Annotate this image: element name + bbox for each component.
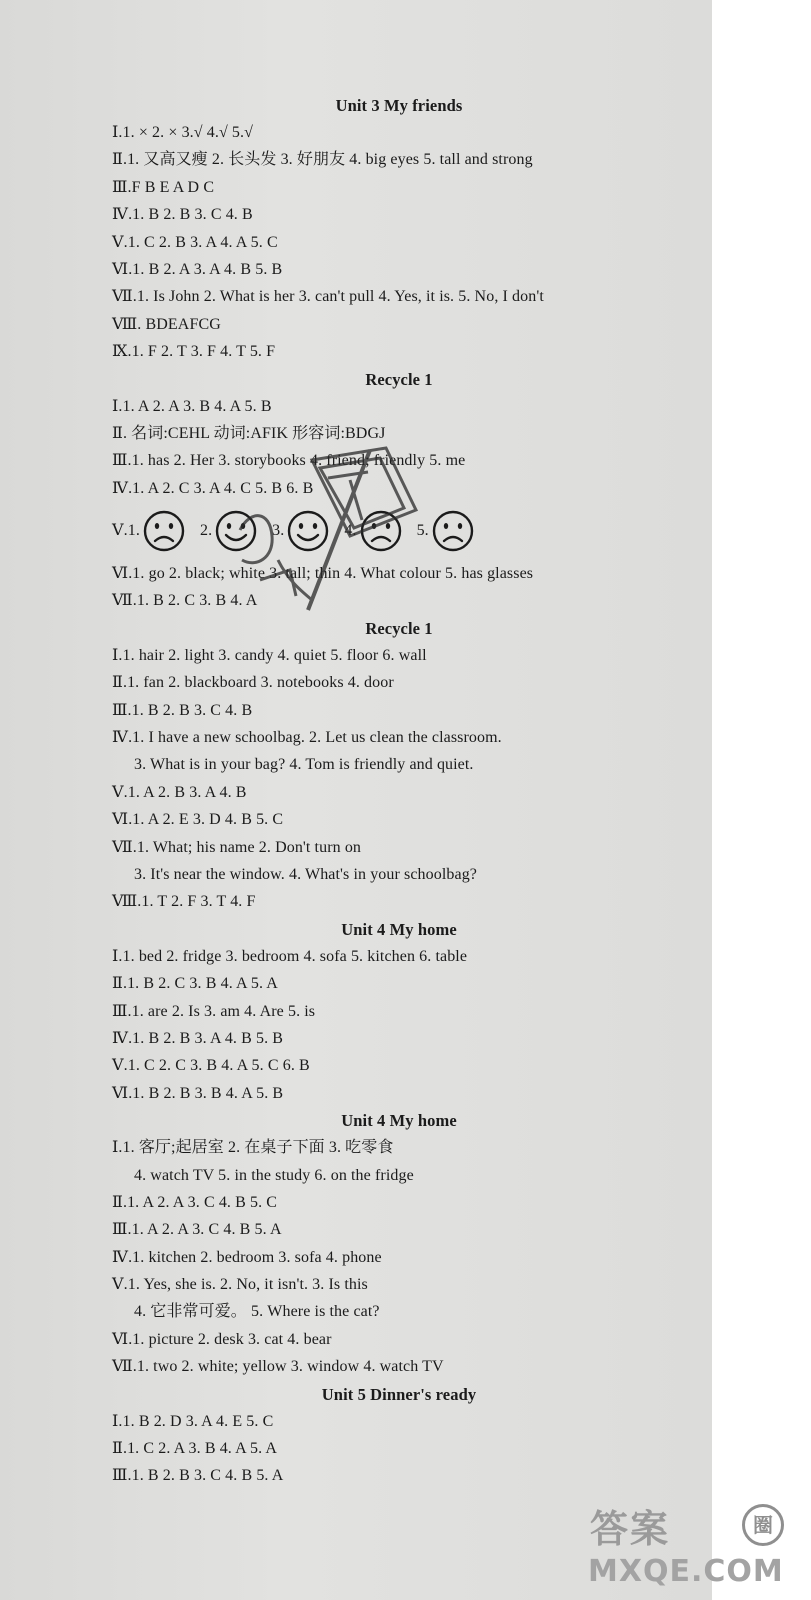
answer-line: Ⅱ.1. B 2. C 3. B 4. A 5. A bbox=[112, 975, 278, 993]
watermark-url: MXQE.COM bbox=[588, 1554, 784, 1589]
answer-line: Ⅱ. 名词:CEHL 动词:AFIK 形容词:BDGJ bbox=[112, 424, 386, 442]
answer-line: Ⅵ.1. B 2. A 3. A 4. B 5. B bbox=[112, 260, 283, 278]
answer-line: Ⅲ.1. are 2. Is 3. am 4. Are 5. is bbox=[112, 1002, 316, 1020]
answer-line: 4. watch TV 5. in the study 6. on the fridge bbox=[134, 1166, 414, 1184]
answer-content bbox=[112, 92, 692, 1490]
face-number: 2. bbox=[199, 522, 213, 540]
answer-line: Ⅶ.1. two 2. white; yellow 3. window 4. watch TV bbox=[112, 1358, 444, 1376]
happy-face-icon bbox=[214, 509, 258, 553]
answer-line: Ⅰ.1. hair 2. light 3. candy 4. quiet 5. floor 6. wall bbox=[112, 646, 427, 664]
answer-line: Ⅰ.1. A 2. A 3. B 4. A 5. B bbox=[112, 397, 272, 415]
section-title: Recycle 1 bbox=[365, 618, 433, 638]
watermark-text: 答案 bbox=[590, 1507, 671, 1551]
faces-row bbox=[112, 502, 692, 560]
face-number: 4. bbox=[344, 522, 357, 540]
answer-line: Ⅶ.1. What; his name 2. Don't turn on bbox=[112, 838, 362, 856]
sad-face-icon bbox=[359, 509, 403, 553]
section-title: Unit 4 My home bbox=[341, 1111, 457, 1131]
answer-line: Ⅲ.1. B 2. B 3. C 4. B bbox=[112, 701, 253, 719]
answer-line: Ⅶ.1. B 2. C 3. B 4. A bbox=[112, 592, 258, 610]
happy-face-icon bbox=[286, 509, 330, 553]
sad-face-icon bbox=[142, 509, 186, 553]
answer-line: Ⅳ.1. I have a new schoolbag. 2. Let us clean the classroom. bbox=[112, 729, 502, 747]
answer-line: Ⅶ.1. Is John 2. What is her 3. can't pull 4. Yes, it is. 5. No, I don't bbox=[112, 288, 544, 306]
answer-line: 3. What is in your bag? 4. Tom is friendly and quiet. bbox=[134, 756, 474, 774]
face-number: 3. bbox=[272, 522, 285, 540]
section-title: Unit 5 Dinner's ready bbox=[321, 1384, 477, 1404]
face-number: 1. bbox=[127, 522, 140, 540]
answer-line: Ⅵ.1. B 2. B 3. B 4. A 5. B bbox=[112, 1084, 284, 1102]
site-watermark bbox=[582, 1498, 811, 1600]
answer-line: Ⅰ.1. × 2. × 3.√ 4.√ 5.√ bbox=[112, 124, 254, 141]
answer-line: Ⅲ.1. has 2. Her 3. storybooks 4. friend; friendly 5. me bbox=[112, 452, 466, 470]
answer-line: Ⅳ.1. B 2. B 3. C 4. B bbox=[112, 206, 253, 224]
section-title: Unit 3 My friends bbox=[335, 96, 463, 115]
answer-line: Ⅲ.1. A 2. A 3. C 4. B 5. A bbox=[112, 1221, 282, 1239]
answer-line: Ⅱ.1. A 2. A 3. C 4. B 5. C bbox=[112, 1193, 278, 1211]
answer-line: 3. It's near the window. 4. What's in your schoolbag? bbox=[134, 865, 477, 883]
sad-face-icon bbox=[431, 509, 475, 553]
answer-line: Ⅳ.1. kitchen 2. bedroom 3. sofa 4. phone bbox=[112, 1248, 382, 1266]
section-title: Recycle 1 bbox=[365, 369, 433, 389]
answer-line: Ⅰ.1. 客厅;起居室 2. 在桌子下面 3. 吃零食 bbox=[112, 1139, 394, 1157]
answer-line: Ⅵ.1. A 2. E 3. D 4. B 5. C bbox=[112, 811, 284, 829]
answer-line: Ⅴ.1. Yes, she is. 2. No, it isn't. 3. Is this bbox=[112, 1276, 368, 1294]
watermark-circle: 圈 bbox=[742, 1504, 784, 1546]
answer-line: Ⅲ.1. B 2. B 3. C 4. B 5. A bbox=[112, 1467, 284, 1485]
section-title: Unit 4 My home bbox=[341, 919, 457, 939]
answer-line: Ⅷ.1. T 2. F 3. T 4. F bbox=[112, 893, 256, 911]
answer-line: Ⅱ.1. C 2. A 3. B 4. A 5. A bbox=[112, 1440, 278, 1458]
answer-line: Ⅰ.1. bed 2. fridge 3. bedroom 4. sofa 5. kitchen 6. table bbox=[112, 947, 468, 965]
answer-line: Ⅴ.1. C 2. B 3. A 4. A 5. C bbox=[112, 233, 278, 251]
answer-line: Ⅲ.F B E A D C bbox=[112, 178, 215, 196]
answer-line: 4. 它非常可爱。 5. Where is the cat? bbox=[134, 1303, 380, 1321]
face-number: 5. bbox=[416, 522, 429, 540]
faces-prefix: Ⅴ. bbox=[112, 522, 128, 540]
answer-line: Ⅳ.1. B 2. B 3. A 4. B 5. B bbox=[112, 1029, 284, 1047]
answer-line: Ⅰ.1. B 2. D 3. A 4. E 5. C bbox=[112, 1412, 274, 1430]
answer-line: Ⅳ.1. A 2. C 3. A 4. C 5. B 6. B bbox=[112, 479, 314, 497]
answer-line: Ⅵ.1. picture 2. desk 3. cat 4. bear bbox=[112, 1330, 332, 1348]
answer-line: Ⅴ.1. C 2. C 3. B 4. A 5. C 6. B bbox=[112, 1057, 310, 1075]
answer-line: Ⅱ.1. fan 2. blackboard 3. notebooks 4. door bbox=[112, 674, 394, 692]
answer-line: Ⅱ.1. 又高又瘦 2. 长头发 3. 好朋友 4. big eyes 5. tall and strong bbox=[112, 151, 533, 169]
answer-line: Ⅸ.1. F 2. T 3. F 4. T 5. F bbox=[112, 343, 276, 361]
answer-line: Ⅵ.1. go 2. black; white 3. tall; thin 4. What colour 5. has glasses bbox=[112, 565, 534, 583]
answer-line: Ⅷ. BDEAFCG bbox=[112, 315, 221, 333]
answer-line: Ⅴ.1. A 2. B 3. A 4. B bbox=[112, 783, 247, 801]
